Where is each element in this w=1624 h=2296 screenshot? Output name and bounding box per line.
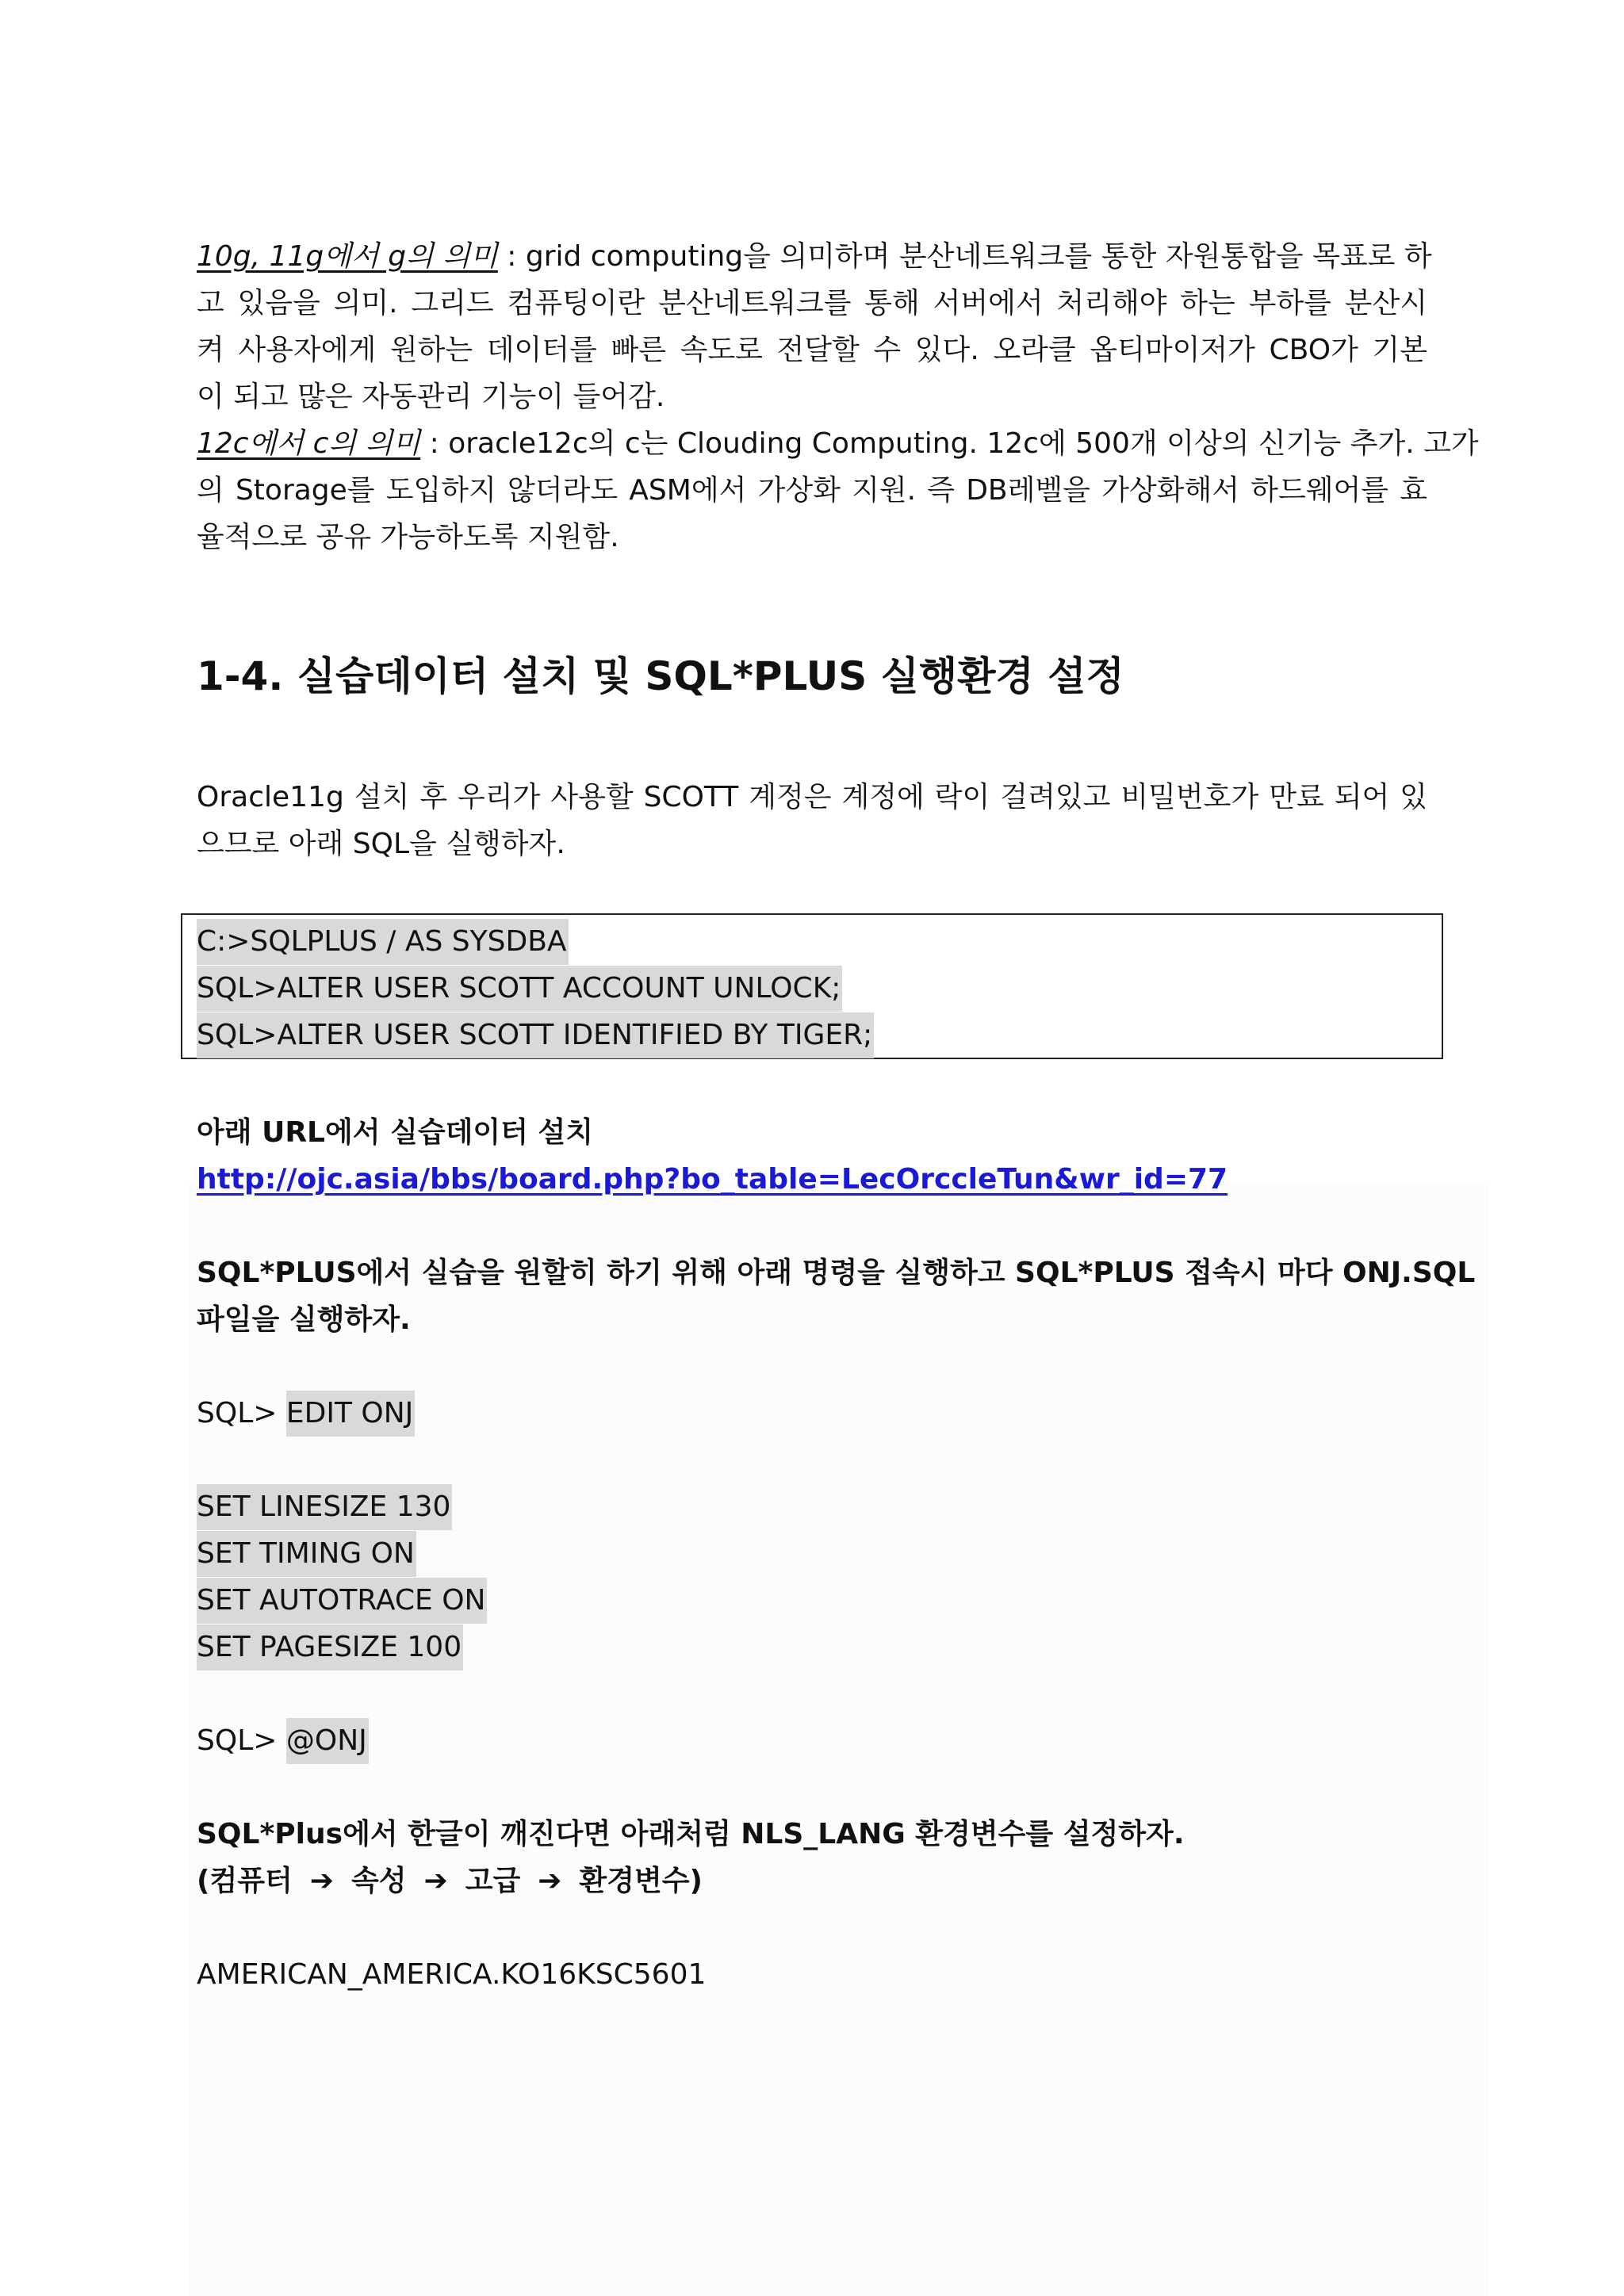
install-url-link[interactable]: http://ojc.asia/bbs/board.php?bo_table=LecOrccleTun&wr_id=77 — [197, 1163, 1228, 1196]
code-text: C:>SQLPLUS / AS SYSDBA — [197, 919, 569, 965]
install-label: 아래 URL에서 실습데이터 설치 — [197, 1116, 594, 1149]
code-line-2 — [197, 966, 842, 1012]
arrow-right-icon: ➔ — [423, 1865, 448, 1897]
setting-text: SET TIMING ON — [197, 1531, 416, 1577]
g-meaning-text: : grid computing을 의미하며 분산네트워크를 통한 자원통합을 목표로 하 — [497, 240, 1432, 273]
g-meaning-line-1 — [197, 234, 1432, 280]
sql-prompt: SQL> — [197, 1397, 286, 1429]
run-command-line — [197, 1718, 369, 1764]
sqlplus-note-line-2: 파일을 실행하자. — [197, 1303, 411, 1336]
c-meaning-line-1 — [197, 421, 1479, 467]
arrow-right-icon: ➔ — [309, 1865, 334, 1897]
nls-path — [197, 1858, 1427, 1904]
setting-line — [197, 1624, 463, 1670]
section-heading: 1-4. 실습데이터 설치 및 SQL*PLUS 실행환경 설정 — [197, 653, 1124, 699]
c-meaning-text: : oracle12c의 c는 Clouding Computing. 12c에 500개 이상의 신기능 추가. 고가 — [420, 427, 1479, 460]
scott-note-line-2: 으므로 아래 SQL을 실행하자. — [197, 828, 565, 860]
setting-line — [197, 1484, 452, 1530]
edit-command-line — [197, 1391, 415, 1437]
sqlplus-note-line-1: SQL*PLUS에서 실습을 원할히 하기 위해 아래 명령을 실행하고 SQL*PLUS 접속시 마다 ONJ.SQL — [197, 1257, 1476, 1289]
path-step: 속성 — [350, 1865, 407, 1897]
g-meaning-term: 10g, 11g에서 g의 의미 — [197, 240, 498, 273]
c-meaning-term: 12c에서 c의 의미 — [197, 427, 421, 460]
g-meaning-line-2: 고 있음을 의미. 그리드 컴퓨팅이란 분산네트워크를 통해 서버에서 처리해야 하는 부하를 분산시 — [197, 287, 1427, 320]
c-meaning-line-2: 의 Storage를 도입하지 않더라도 ASM에서 가상화 지원. 즉 DB레벨을 가상화해서 하드웨어를 효 — [197, 474, 1427, 507]
arrow-right-icon: ➔ — [538, 1865, 562, 1897]
path-step: (컴퓨터 — [197, 1865, 293, 1897]
setting-text: SET PAGESIZE 100 — [197, 1624, 463, 1670]
setting-line — [197, 1578, 487, 1624]
c-meaning-line-3: 율적으로 공유 가능하도록 지원함. — [197, 521, 619, 553]
setting-text: SET LINESIZE 130 — [197, 1484, 452, 1530]
g-meaning-line-4: 이 되고 많은 자동관리 기능이 들어감. — [197, 381, 665, 413]
g-meaning-line-3: 켜 사용자에게 원하는 데이터를 빠른 속도로 전달할 수 있다. 오라클 옵티마이저가 CBO가 기본 — [197, 334, 1427, 366]
code-line-3 — [197, 1012, 874, 1058]
nls-lang-value: AMERICAN_AMERICA.KO16KSC5601 — [197, 1958, 707, 1991]
setting-line — [197, 1531, 416, 1577]
sql-prompt: SQL> — [197, 1724, 286, 1757]
setting-text: SET AUTOTRACE ON — [197, 1578, 487, 1624]
code-text: SQL>ALTER USER SCOTT IDENTIFIED BY TIGER; — [197, 1012, 874, 1058]
scott-note-line-1: Oracle11g 설치 후 우리가 사용할 SCOTT 계정은 계정에 락이 걸려있고 비밀번호가 만료 되어 있 — [197, 781, 1427, 813]
code-line-1 — [197, 919, 569, 965]
edit-command: EDIT ONJ — [286, 1391, 415, 1437]
run-command: @ONJ — [286, 1718, 369, 1764]
code-text: SQL>ALTER USER SCOTT ACCOUNT UNLOCK; — [197, 966, 842, 1012]
path-step: 환경변수) — [579, 1865, 703, 1897]
path-step: 고급 — [465, 1865, 521, 1897]
page-shade — [189, 1181, 1489, 2296]
install-url-line — [197, 1157, 1427, 1203]
nls-note: SQL*Plus에서 한글이 깨진다면 아래처럼 NLS_LANG 환경변수를 설정하자. — [197, 1818, 1185, 1850]
